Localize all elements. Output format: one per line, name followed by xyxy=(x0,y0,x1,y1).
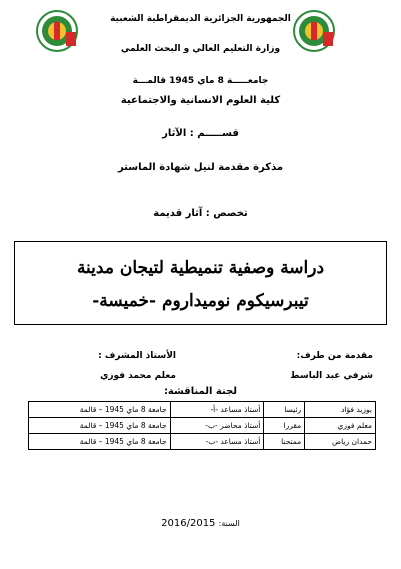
jury-university: جامعة 8 ماي 1945 – قالمة xyxy=(29,418,171,434)
jury-table xyxy=(28,401,376,450)
jury-university: جامعة 8 ماي 1945 – قالمة xyxy=(29,434,171,450)
jury-rank: أستاذ مساعد -ب- xyxy=(170,434,264,450)
year-label: السنة: xyxy=(218,519,240,528)
jury-rank: أستاذ محاضر -ب- xyxy=(170,418,264,434)
jury-university: جامعة 8 ماي 1945 – قالمة xyxy=(29,402,171,418)
jury-heading: لجنة المناقشة: xyxy=(163,386,238,397)
thesis-title-line2: تيبرسيكوم نوميداروم -خميسة- xyxy=(92,291,309,311)
jury-row xyxy=(29,418,376,434)
jury-role: رئيسا xyxy=(264,402,305,418)
jury-rank: أستاذ مساعد -أ- xyxy=(170,402,264,418)
supervisor-label: الأستاذ المشرف : xyxy=(98,351,176,361)
academic-year xyxy=(0,518,401,529)
faculty-name: كلية العلوم الانسانية والاجتماعية xyxy=(120,95,281,106)
jury-name: بوزيد فؤاد xyxy=(305,402,376,418)
country-name: الجمهورية الجزائرية الديمقراطية الشعبية xyxy=(110,14,291,24)
year-value: 2016/2015 xyxy=(161,518,216,529)
department-name: قســـــم : الآثار xyxy=(162,128,239,139)
supervisor-name: معلم محمد فوزي xyxy=(100,371,176,381)
memo-caption: مذكرة مقدمة لنيل شهادة الماستر xyxy=(117,162,284,173)
jury-name: معلم فوزي xyxy=(305,418,376,434)
jury-role: مقررا xyxy=(264,418,305,434)
jury-name: حمدان رياض xyxy=(305,434,376,450)
university-name: جامعـــــة 8 ماي 1945 قالمـــة xyxy=(132,76,269,86)
thesis-title-line1: دراسة وصفية تنميطية لتيجان مدينة xyxy=(76,258,325,278)
jury-row xyxy=(29,402,376,418)
thesis-title-box xyxy=(14,241,387,325)
presented-by-label: مقدمة من طرف: xyxy=(296,351,373,361)
jury-row xyxy=(29,434,376,450)
presented-by-name: شرفي عبد الباسط xyxy=(290,371,373,381)
specialty: تخصص : آثار قديمة xyxy=(153,208,248,219)
jury-role: ممتحنا xyxy=(264,434,305,450)
ministry-name: وزارة التعليم العالي و البحث العلمي xyxy=(120,44,281,54)
